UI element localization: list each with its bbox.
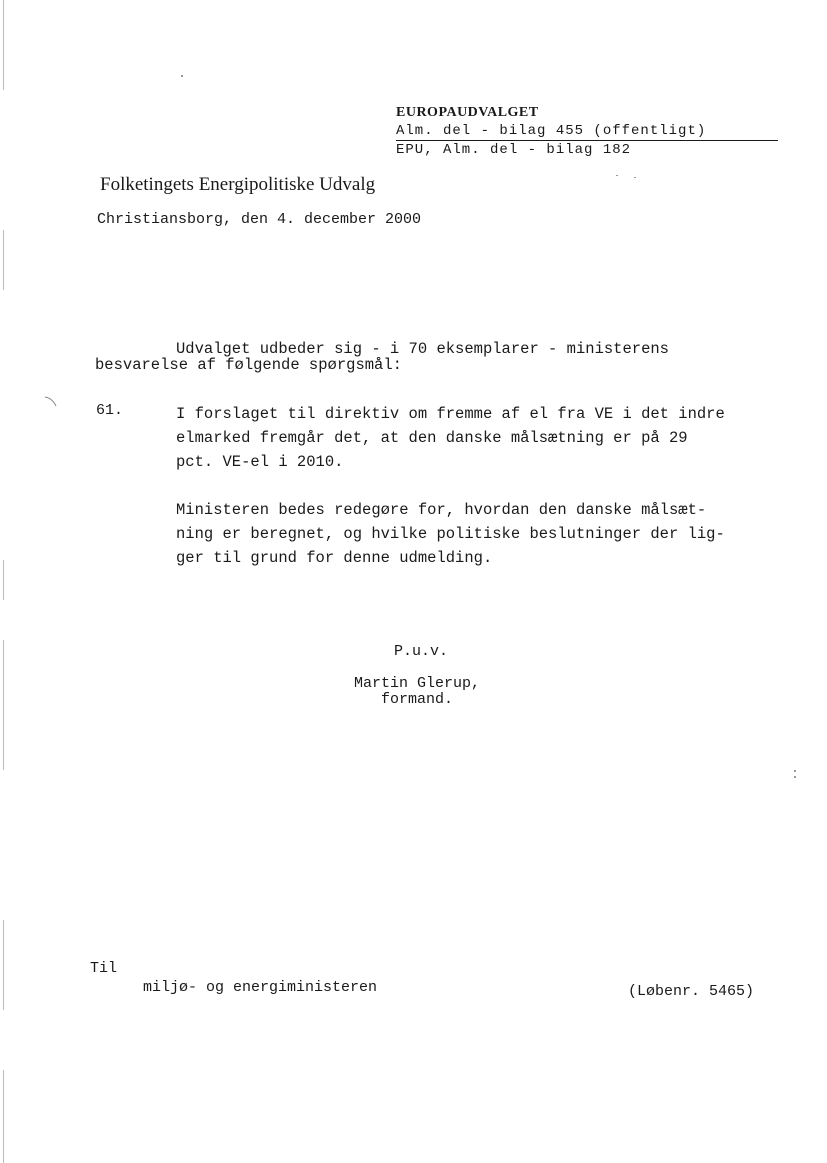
question-line: pct. VE-el i 2010. <box>176 453 344 471</box>
scan-mark <box>44 396 58 408</box>
committee-name: Folketingets Energipolitiske Udvalg <box>100 174 376 195</box>
stamp-line-1: Alm. del - bilag 455 (offentligt) <box>396 122 778 141</box>
recipient: miljø- og energiministeren <box>143 979 378 996</box>
registration-stamp <box>396 104 778 159</box>
stamp-title: EUROPAUDVALGET <box>396 105 539 120</box>
scan-speck <box>181 75 183 77</box>
followup-line: ger til grund for denne udmelding. <box>176 549 493 567</box>
followup-line: ning er beregnet, og hvilke politiske beslutninger der lig- <box>176 525 725 543</box>
serial-number: (Løbenr. 5465) <box>628 983 755 1000</box>
scan-edge-line <box>3 1070 4 1163</box>
scan-speck <box>794 770 796 772</box>
question-line: I forslaget til direktiv om fremme af el fra VE i det indre <box>176 405 725 423</box>
to-label: Til <box>90 960 118 977</box>
signoff: P.u.v. <box>394 643 449 660</box>
scan-speck <box>794 776 796 778</box>
scan-edge-line <box>3 230 4 290</box>
scan-speck <box>634 177 636 178</box>
scan-edge-line <box>3 920 4 1010</box>
intro-line-2: besvarelse af følgende spørgsmål: <box>95 356 402 374</box>
stamp-line-2: EPU, Alm. del - bilag 182 <box>396 142 632 158</box>
signature-block <box>354 676 480 708</box>
scan-edge-line <box>3 640 4 770</box>
dateline: Christiansborg, den 4. december 2000 <box>97 211 422 228</box>
scan-edge-line <box>3 560 4 600</box>
question-text <box>176 402 725 474</box>
question-followup <box>176 498 725 570</box>
intro-line-1: Udvalget udbeder sig - i 70 eksemplarer - ministerens <box>176 340 669 358</box>
question-number: 61. <box>96 402 124 419</box>
scan-edge-line <box>3 0 4 90</box>
signer-name: Martin Glerup, <box>354 675 481 692</box>
question-line: elmarked fremgår det, at den danske målsætning er på 29 <box>176 429 688 447</box>
signer-title: formand. <box>381 691 454 708</box>
scan-speck <box>616 175 618 176</box>
followup-line: Ministeren bedes redegøre for, hvordan den danske målsæt- <box>176 501 707 519</box>
